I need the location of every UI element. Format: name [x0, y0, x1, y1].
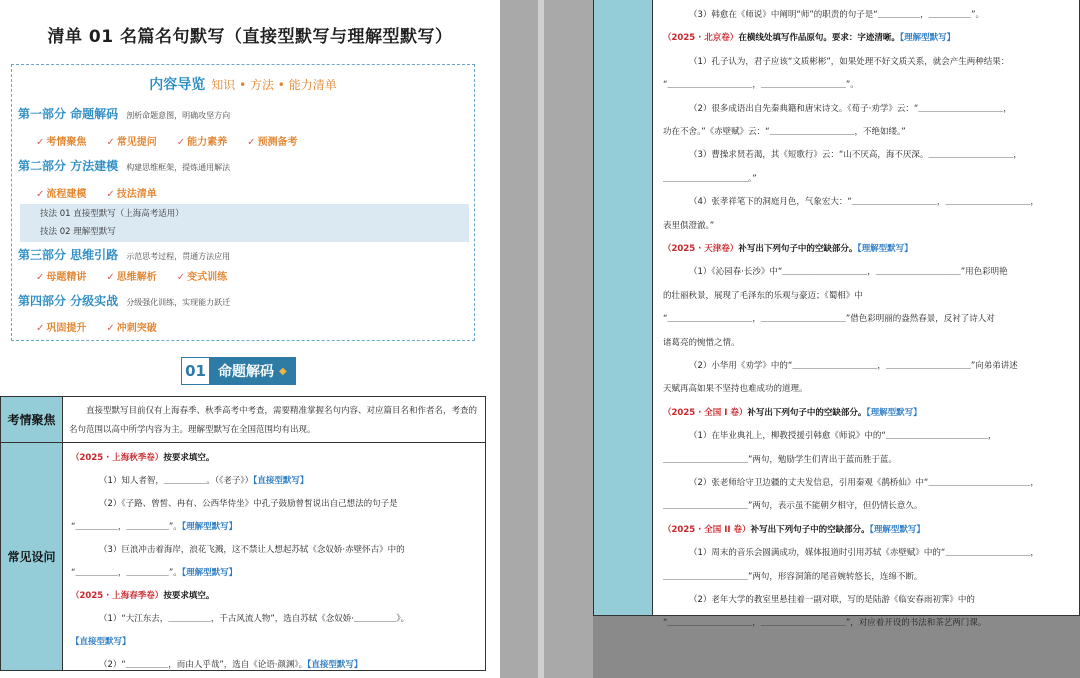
question-line: [663, 125, 906, 137]
overview-item: ✓ 预测备考: [247, 133, 297, 148]
part-title: 第四部分 分级实战: [18, 294, 119, 308]
question-text: “＿＿＿＿＿＿＿＿＿＿，＿＿＿＿＿＿＿＿＿＿”，对应着开设的书法和茶艺两门课。: [663, 618, 987, 629]
overview-item: ✓ 能力素养: [177, 133, 227, 148]
overview-item: ✓ 思维解析: [106, 268, 156, 283]
overview-item: ✓ 技法清单: [106, 185, 156, 200]
overview-item: ✓ 冲刺突破: [106, 319, 156, 334]
exam-source: （2025 · 全国 II 卷）: [663, 524, 751, 535]
diamond-icon: ◆: [279, 365, 287, 377]
question-line: [663, 336, 740, 348]
question-type-tag: 【理解型默写】: [857, 244, 913, 254]
question-line: [71, 566, 237, 578]
part-desc: 构建思维框架，提炼通用解法: [126, 163, 231, 172]
question-text: “＿＿＿＿＿＿＿＿＿＿，＿＿＿＿＿＿＿＿＿＿”。: [663, 80, 859, 91]
question-line: [689, 148, 1022, 160]
section-number: 01: [182, 358, 210, 384]
question-line: [689, 265, 1008, 277]
question-text: （2）张老师给守卫边疆的丈夫发信息，引用秦观《鹊桥仙》中“＿＿＿＿＿＿＿＿＿＿＿＿，: [689, 478, 1039, 488]
overview-item: ✓ 流程建模: [36, 185, 86, 200]
question-line: [663, 382, 808, 394]
content-overview-box: [11, 64, 475, 341]
question-text: 的壮丽秋景，展现了毛泽东的乐观与豪迈；《蜀相》中: [663, 290, 863, 301]
question-text: ＿＿＿＿＿＿＿＿＿＿”两句，勉励学生们青出于蓝而胜于蓝。: [663, 454, 897, 465]
viewer-scrollbar-track[interactable]: [538, 0, 544, 678]
overview-part-2: [18, 157, 230, 174]
question-instruction: 按要求填空。: [163, 591, 215, 601]
question-text: “＿＿＿＿＿，＿＿＿＿＿”。: [71, 568, 182, 578]
question-type-tag: 【理解型默写】: [866, 407, 922, 418]
question-line: [663, 616, 986, 628]
question-line: [99, 497, 398, 509]
question-line: [689, 195, 1039, 207]
question-text: （1）《沁园春·长沙》中“＿＿＿＿＿＿＿＿＿＿，＿＿＿＿＿＿＿＿＿＿”用色彩明艳: [689, 267, 1008, 278]
section-name: [210, 358, 295, 384]
question-text: （4）张孝祥笔下的洞庭月色，气象宏大：“＿＿＿＿＿＿＿＿＿＿，＿＿＿＿＿＿＿＿＿＿，: [689, 197, 1039, 208]
question-text: （3）曹操求贤若渴，其《短歌行》云：“山不厌高，海不厌深。＿＿＿＿＿＿＿＿＿＿，: [689, 150, 1022, 161]
question-heading: [663, 242, 913, 254]
question-line: [689, 8, 984, 20]
question-text: （2）很多成语出自先秦典籍和唐宋诗文。《荀子·劝学》云：“＿＿＿＿＿＿＿＿＿＿，: [689, 103, 1012, 114]
overview-heading: [12, 74, 474, 94]
question-line: [663, 172, 757, 184]
document-title: 清单 01 名篇名句默写（直接型默写与理解型默写）: [47, 27, 453, 47]
overview-item: ✓ 变式训练: [177, 268, 227, 283]
overview-heading-text: 内容导览: [149, 77, 206, 93]
question-line: [663, 570, 922, 582]
question-instruction: 在横线处填写作品原句。要求：字迹清晰。: [738, 33, 900, 44]
question-line: [663, 219, 714, 231]
question-text: （1）周末的音乐会圆满成功，媒体报道时引用苏轼《赤壁赋》中的“＿＿＿＿＿＿＿＿＿＿，: [689, 548, 1039, 559]
table-label-questions: 常见设问: [1, 443, 63, 670]
question-text: （2）小华用《劝学》中的“＿＿＿＿＿＿＿＿＿＿，＿＿＿＿＿＿＿＿＿＿”向弟弟讲述: [689, 361, 1018, 371]
exam-source: （2025 · 上海秋季卷）: [71, 453, 164, 463]
overview-part-1-items: [36, 133, 298, 148]
overview-part-4-items: [36, 319, 157, 334]
question-text: ＿＿＿＿＿＿＿＿＿＿”两句，形容洞箫的尾音婉转悠长，连绵不断。: [663, 571, 923, 582]
question-type-tag: 【理解型默写】: [899, 33, 956, 44]
exam-source: （2025 · 天津卷）: [663, 244, 739, 254]
question-type-tag: 【理解型默写】: [181, 568, 238, 578]
overview-item: ✓ 常见提问: [106, 133, 156, 148]
table-label-focus: 考情聚焦: [1, 397, 63, 443]
question-text: （2）老年大学的教室里悬挂着一副对联，写的是陆游《临安春雨初霁》中的: [689, 595, 975, 605]
question-line: [689, 593, 975, 605]
technique-item[interactable]: 技法 02 理解型默写: [40, 227, 116, 237]
question-line: [689, 359, 1018, 371]
part-desc: 示范思考过程，贯通方法应用: [126, 252, 231, 261]
question-type-tag: 【直接型默写】: [253, 476, 309, 486]
question-text: 表里俱澄澈。”: [663, 220, 715, 231]
question-text: （3）巨浪冲击着海岸，浪花飞溅，这不禁让人想起苏轼《念奴娇·赤壁怀古》中的: [99, 545, 405, 555]
overview-item: ✓ 母题精讲: [36, 268, 86, 283]
question-line: [689, 102, 1012, 114]
exam-source: （2025 · 上海春季卷）: [71, 591, 164, 601]
question-line: [99, 543, 405, 555]
technique-item[interactable]: 技法 01 直接型默写（上海高考适用）: [40, 209, 184, 219]
question-line: [71, 520, 237, 532]
question-line: [689, 476, 1039, 488]
question-instruction: 按要求填空。: [163, 453, 215, 463]
part-desc: 剖析命题意图，明确攻坚方向: [126, 111, 231, 120]
overview-item: ✓ 巩固提升: [36, 319, 86, 334]
question-list-left: [63, 443, 485, 670]
question-instruction: 补写出下列句子中的空缺部分。: [738, 244, 858, 254]
question-type-tag: 【直接型默写】: [71, 637, 131, 647]
analysis-table: [0, 396, 486, 671]
section-badge: [181, 357, 296, 385]
exam-source: （2025 · 全国 I 卷）: [663, 407, 748, 418]
document-page-left: [0, 0, 500, 678]
overview-part-1: [18, 105, 230, 122]
question-heading: [71, 589, 214, 601]
overview-part-4: [18, 292, 230, 309]
question-line: [689, 546, 1039, 558]
part-desc: 分级强化训练，实现能力跃迁: [126, 298, 231, 307]
question-type-tag: 【理解型默写】: [181, 522, 238, 532]
question-text: （1）孔子认为，君子应该“文质彬彬”，如果处理不好文质关系，就会产生两种结果：: [689, 56, 1010, 67]
question-text: （1）在毕业典礼上，柳教授援引韩愈《师说》中的“＿＿＿＿＿＿＿＿＿＿＿＿，: [689, 431, 997, 442]
question-heading: [663, 523, 925, 535]
overview-item: ✓ 考情聚焦: [36, 133, 86, 148]
question-text: 功在不舍。”《赤壁赋》云：“＿＿＿＿＿＿＿＿＿＿，不绝如缕。”: [663, 127, 906, 137]
question-line: [689, 55, 1009, 67]
exam-source: （2025 · 北京卷）: [663, 33, 739, 44]
question-text: 诸葛亮的惋惜之情。: [663, 337, 740, 348]
question-line: [663, 453, 897, 465]
viewer-gutter: [500, 0, 593, 678]
part-title: 第二部分 方法建模: [18, 159, 119, 173]
technique-list: [20, 204, 469, 242]
question-text: “＿＿＿＿＿，＿＿＿＿＿”。: [71, 522, 182, 532]
question-line: [663, 312, 995, 324]
question-text: ＿＿＿＿＿＿＿＿＿＿”两句，表示虽不能朝夕相守，但仍情长意久。: [663, 501, 923, 512]
question-text: （2）《子路、曾皙、冉有、公西华侍坐》中孔子鼓励曾皙说出自己想法的句子是: [99, 499, 398, 509]
question-instruction: 补写出下列句子中的空缺部分。: [747, 407, 867, 418]
table-focus-text: 直接型默写目前仅有上海春季、秋季高考中考查，需要精准掌握名句内容、对应篇目名和作者名，考查的名句范围以高中所学内容为主。理解型默写在全国范围均有出现。: [63, 397, 485, 443]
question-line: [663, 289, 863, 301]
question-text: “＿＿＿＿＿＿＿＿＿＿，＿＿＿＿＿＿＿＿＿＿”借色彩明丽的盎然春景，反衬了诗人对: [663, 314, 995, 325]
question-text: （2）“＿＿＿＿＿，而由人乎哉”，选自《论语·颜渊》。: [99, 660, 308, 670]
question-text: （1）知人者智，＿＿＿＿＿。（《老子》）: [99, 476, 254, 486]
question-line: [99, 612, 409, 624]
question-type-tag: 【直接型默写】: [307, 660, 363, 670]
part-title: 第一部分 命题解码: [18, 107, 119, 121]
overview-part-3-items: [36, 268, 227, 283]
question-line: [689, 429, 996, 441]
document-page-right: [593, 0, 1080, 629]
question-text: ＿＿＿＿＿＿＿＿＿＿。”: [663, 173, 757, 184]
overview-part-3: [18, 246, 230, 263]
question-text: （1）“大江东去，＿＿＿＿＿，千古风流人物”，选自苏轼《念奴娇·＿＿＿＿＿》。: [99, 614, 410, 624]
question-heading: [71, 451, 214, 463]
question-text: 天赋再高如果不坚持也难成功的道理。: [663, 384, 808, 395]
question-line: [99, 658, 362, 670]
question-type-tag: 【理解型默写】: [869, 524, 925, 535]
part-title: 第三部分 思维引路: [18, 248, 119, 262]
question-line: [663, 499, 922, 511]
question-heading: [663, 406, 922, 418]
overview-subheading: 知识 • 方法 • 能力清单: [211, 78, 337, 92]
section-name-text: 命题解码: [218, 364, 274, 380]
overview-part-2-items: [36, 185, 157, 200]
question-line: [663, 78, 859, 90]
question-text: （3）韩愈在《师说》中阐明“师”的职责的句子是“＿＿＿＿＿，＿＿＿＿＿”。: [689, 10, 985, 20]
question-instruction: 补写出下列句子中的空缺部分。: [750, 524, 870, 535]
question-line: [71, 635, 131, 647]
question-heading: [663, 31, 955, 43]
question-line: [99, 474, 308, 486]
